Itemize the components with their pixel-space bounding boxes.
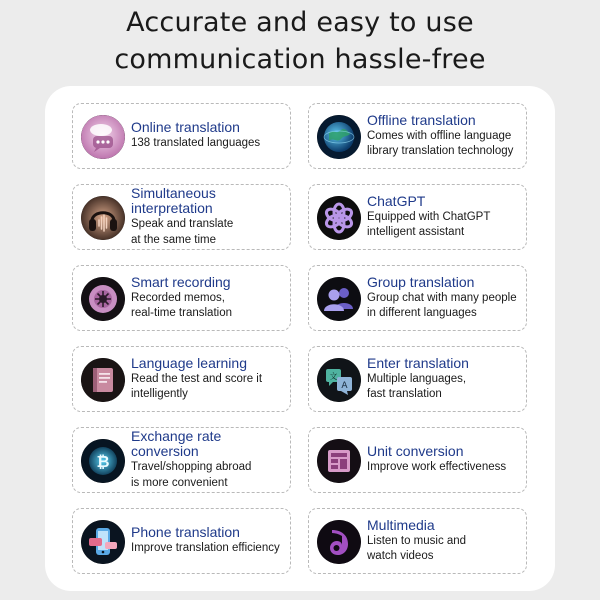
feature-card-phone-translation[interactable] [72, 508, 291, 574]
headline-line-2: communication hassle-free [114, 44, 486, 75]
record-icon [81, 277, 125, 321]
language-icon [317, 358, 361, 402]
book-icon [81, 358, 125, 402]
feature-card-online-translation[interactable] [72, 103, 291, 169]
globe-icon [317, 115, 361, 159]
feature-desc: Recorded memos, real-time translation [131, 291, 232, 319]
feature-desc: Equipped with ChatGPT intelligent assistant [367, 210, 491, 238]
headphones-icon [81, 196, 125, 240]
phone-icon [81, 520, 125, 564]
feature-desc: Listen to music and watch videos [367, 534, 467, 562]
feature-card-simultaneous-interpretation[interactable] [72, 184, 291, 250]
feature-card-enter-translation[interactable] [308, 346, 527, 412]
feature-title: Offline translation [367, 111, 476, 128]
feature-title: Exchange rate conversion [131, 428, 222, 459]
feature-title: Smart recording [131, 273, 231, 290]
headline [0, 4, 600, 78]
feature-card-language-learning[interactable] [72, 346, 291, 412]
feature-desc: Comes with offline language library translation technology [367, 129, 514, 157]
feature-desc: Group chat with many people in different languages [367, 291, 517, 319]
feature-desc: Improve translation efficiency [131, 542, 280, 555]
svg-text:文: 文 [329, 372, 338, 381]
feature-card-offline-translation[interactable] [308, 103, 527, 169]
feature-title: Phone translation [131, 524, 240, 541]
svg-text:₿: ₿ [96, 452, 110, 471]
calculator-icon [317, 439, 361, 483]
feature-title: Enter translation [367, 354, 469, 371]
music-note-icon [317, 520, 361, 564]
feature-title: ChatGPT [367, 192, 426, 209]
feature-title: Simultaneous interpretation [131, 185, 216, 216]
feature-title: Group translation [367, 273, 475, 290]
feature-desc: Travel/shopping abroad is more convenient [131, 461, 252, 489]
svg-text:A: A [341, 381, 348, 391]
feature-desc: Read the test and score it intelligently [131, 372, 263, 400]
feature-card-exchange-rate-conversion[interactable] [72, 427, 291, 493]
feature-card-smart-recording[interactable] [72, 265, 291, 331]
feature-desc: Multiple languages, fast translation [367, 372, 467, 400]
chat-bubbles-icon [81, 115, 125, 159]
group-icon [317, 277, 361, 321]
headline-line-1: Accurate and easy to use [126, 7, 474, 38]
feature-card-unit-conversion[interactable] [308, 427, 527, 493]
feature-card-multimedia[interactable] [308, 508, 527, 574]
feature-title: Multimedia [367, 516, 435, 533]
feature-desc: Improve work effectiveness [367, 461, 507, 474]
features-panel [45, 86, 555, 591]
feature-desc: 138 translated languages [131, 137, 261, 150]
feature-title: Language learning [131, 354, 247, 371]
feature-title: Online translation [131, 119, 240, 136]
feature-card-chatgpt[interactable] [308, 184, 527, 250]
chatgpt-logo-icon [317, 196, 361, 240]
feature-desc: Speak and translate at the same time [131, 218, 234, 246]
bitcoin-icon [81, 439, 125, 483]
feature-card-group-translation[interactable] [308, 265, 527, 331]
feature-title: Unit conversion [367, 443, 464, 460]
